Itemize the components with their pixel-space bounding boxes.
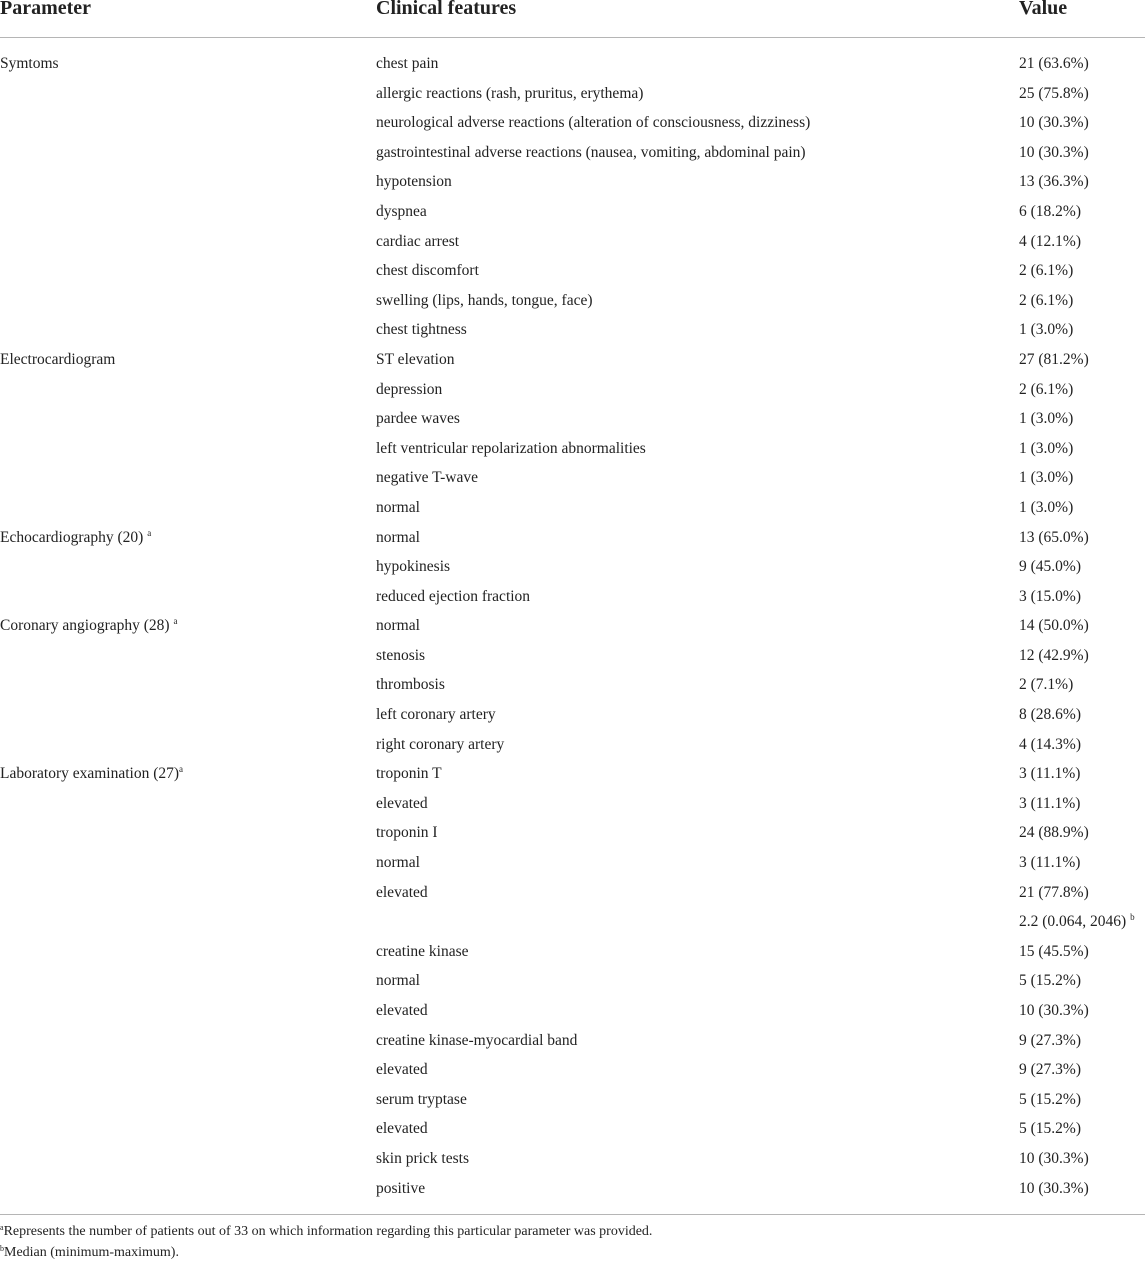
cell-clinical-feature: neurological adverse reactions (alteration of consciousness, dizziness) bbox=[376, 114, 811, 132]
footnote-a bbox=[0, 1221, 1145, 1242]
value-text: 1 (3.0%) bbox=[1019, 321, 1074, 339]
table-row bbox=[0, 345, 1145, 375]
value-text: 10 (30.3%) bbox=[1019, 1179, 1089, 1197]
table-row bbox=[0, 1114, 1145, 1144]
table-row bbox=[0, 1144, 1145, 1174]
value-text: 21 (77.8%) bbox=[1019, 883, 1089, 901]
parameter-footnote-mark: a bbox=[147, 527, 152, 538]
value-text: 25 (75.8%) bbox=[1019, 84, 1089, 102]
table-row bbox=[0, 315, 1145, 345]
value-text: 10 (30.3%) bbox=[1019, 114, 1089, 132]
parameter-text: Electrocardiogram bbox=[0, 350, 116, 368]
cell-value bbox=[1019, 907, 1135, 937]
cell-clinical-feature: elevated bbox=[376, 883, 428, 901]
table-header-row bbox=[0, 0, 1145, 24]
table-row bbox=[0, 404, 1145, 434]
cell-clinical-feature: normal bbox=[376, 498, 420, 516]
table-row bbox=[0, 937, 1145, 967]
value-text: 1 (3.0%) bbox=[1019, 410, 1074, 428]
value-text: 21 (63.6%) bbox=[1019, 55, 1089, 72]
cell-value bbox=[1019, 523, 1089, 553]
cell-clinical-feature: dyspnea bbox=[376, 202, 427, 220]
table-row bbox=[0, 878, 1145, 908]
value-text: 4 (14.3%) bbox=[1019, 735, 1081, 753]
table-row bbox=[0, 996, 1145, 1026]
cell-clinical-feature: swelling (lips, hands, tongue, face) bbox=[376, 291, 593, 309]
cell-value bbox=[1019, 1026, 1081, 1056]
cell-clinical-feature: hypokinesis bbox=[376, 558, 451, 576]
footnotes bbox=[0, 1221, 1145, 1263]
footnote-mark: b bbox=[0, 1244, 4, 1253]
cell-value bbox=[1019, 227, 1081, 257]
table-row bbox=[0, 463, 1145, 493]
value-text: 5 (15.2%) bbox=[1019, 972, 1081, 990]
value-text: 1 (3.0%) bbox=[1019, 439, 1074, 457]
cell-value bbox=[1019, 552, 1081, 582]
cell-clinical-feature: creatine kinase-myocardial band bbox=[376, 1031, 578, 1049]
table-row bbox=[0, 641, 1145, 671]
cell-value bbox=[1019, 1144, 1089, 1174]
footnote-text: Represents the number of patients out of 33 on which information regarding this particular parameter was provided. bbox=[3, 1224, 653, 1239]
cell-clinical-feature: troponin I bbox=[376, 824, 438, 842]
table-row bbox=[0, 79, 1145, 109]
value-text: 10 (30.3%) bbox=[1019, 1002, 1089, 1019]
value-text: 5 (15.2%) bbox=[1019, 1090, 1081, 1108]
cell-clinical-feature: elevated bbox=[376, 1120, 428, 1138]
cell-value bbox=[1019, 315, 1073, 345]
table-row bbox=[0, 256, 1145, 286]
table-row bbox=[0, 49, 1145, 79]
table-row bbox=[0, 493, 1145, 523]
cell-clinical-feature: elevated bbox=[376, 794, 428, 812]
cell-value bbox=[1019, 138, 1089, 168]
table-row bbox=[0, 523, 1145, 553]
cell-clinical-feature: thrombosis bbox=[376, 676, 445, 694]
value-text: 9 (27.3%) bbox=[1019, 1061, 1081, 1079]
cell-clinical-feature: ST elevation bbox=[376, 350, 455, 368]
value-text: 2 (7.1%) bbox=[1019, 676, 1074, 694]
cell-clinical-feature: positive bbox=[376, 1179, 426, 1197]
table-row bbox=[0, 167, 1145, 197]
value-text: 14 (50.0%) bbox=[1019, 617, 1089, 635]
cell-value bbox=[1019, 79, 1089, 109]
cell-parameter bbox=[0, 611, 177, 641]
table-row bbox=[0, 670, 1145, 700]
value-text: 3 (11.1%) bbox=[1019, 854, 1081, 872]
cell-value bbox=[1019, 108, 1089, 138]
cell-value bbox=[1019, 818, 1089, 848]
footnote-b bbox=[0, 1242, 1145, 1263]
table-row bbox=[0, 1085, 1145, 1115]
cell-value bbox=[1019, 789, 1080, 819]
parameter-text: Symtoms bbox=[0, 55, 59, 72]
value-text: 2.2 (0.064, 2046) bbox=[1019, 913, 1131, 931]
cell-clinical-feature: normal bbox=[376, 528, 420, 546]
cell-value bbox=[1019, 670, 1073, 700]
cell-clinical-feature: chest tightness bbox=[376, 321, 467, 339]
cell-clinical-feature: reduced ejection fraction bbox=[376, 587, 531, 605]
cell-value bbox=[1019, 345, 1089, 375]
cell-value bbox=[1019, 966, 1081, 996]
footnote-mark: a bbox=[0, 1223, 4, 1232]
table-row bbox=[0, 1026, 1145, 1056]
table-row bbox=[0, 197, 1145, 227]
cell-clinical-feature: left ventricular repolarization abnormalities bbox=[376, 439, 646, 457]
value-text: 8 (28.6%) bbox=[1019, 706, 1081, 724]
table-row bbox=[0, 582, 1145, 612]
cell-clinical-feature: cardiac arrest bbox=[376, 232, 460, 250]
value-text: 10 (30.3%) bbox=[1019, 143, 1089, 161]
cell-clinical-feature: depression bbox=[376, 380, 443, 398]
cell-clinical-feature: allergic reactions (rash, pruritus, erythema) bbox=[376, 84, 644, 102]
value-text: 13 (36.3%) bbox=[1019, 173, 1089, 191]
value-text: 3 (11.1%) bbox=[1019, 794, 1081, 812]
cell-value bbox=[1019, 1174, 1089, 1204]
cell-clinical-feature: serum tryptase bbox=[376, 1090, 467, 1108]
value-text: 4 (12.1%) bbox=[1019, 232, 1081, 250]
cell-value bbox=[1019, 759, 1080, 789]
value-text: 12 (42.9%) bbox=[1019, 646, 1089, 664]
parameter-footnote-mark: a bbox=[179, 764, 184, 775]
header-rule bbox=[0, 37, 1145, 38]
cell-parameter bbox=[0, 49, 59, 79]
cell-value bbox=[1019, 641, 1089, 671]
parameter-footnote-mark: a bbox=[173, 616, 178, 627]
table-row bbox=[0, 108, 1145, 138]
value-text: 1 (3.0%) bbox=[1019, 469, 1074, 487]
cell-clinical-feature: chest pain bbox=[376, 55, 439, 72]
cell-value bbox=[1019, 700, 1081, 730]
table-row bbox=[0, 434, 1145, 464]
table-row bbox=[0, 1055, 1145, 1085]
cell-value bbox=[1019, 996, 1089, 1026]
cell-value bbox=[1019, 197, 1081, 227]
cell-clinical-feature: negative T-wave bbox=[376, 469, 479, 487]
header-clinical-features: Clinical features bbox=[376, 0, 517, 19]
cell-value bbox=[1019, 582, 1081, 612]
cell-value bbox=[1019, 167, 1089, 197]
cell-value bbox=[1019, 434, 1073, 464]
cell-clinical-feature: elevated bbox=[376, 1061, 428, 1079]
cell-clinical-feature: normal bbox=[376, 972, 420, 990]
table-row bbox=[0, 818, 1145, 848]
cell-clinical-feature: chest discomfort bbox=[376, 262, 479, 280]
table-row bbox=[0, 227, 1145, 257]
header-parameter: Parameter bbox=[0, 0, 92, 19]
cell-clinical-feature: gastrointestinal adverse reactions (nausea, vomiting, abdominal pain) bbox=[376, 143, 806, 161]
value-text: 1 (3.0%) bbox=[1019, 498, 1074, 516]
value-text: 27 (81.2%) bbox=[1019, 350, 1089, 368]
cell-value bbox=[1019, 937, 1089, 967]
cell-clinical-feature: troponin T bbox=[376, 765, 442, 783]
cell-value bbox=[1019, 256, 1073, 286]
table-row bbox=[0, 759, 1145, 789]
cell-clinical-feature: hypotension bbox=[376, 173, 452, 191]
table-row bbox=[0, 789, 1145, 819]
value-text: 6 (18.2%) bbox=[1019, 202, 1081, 220]
value-footnote-mark: b bbox=[1130, 912, 1135, 923]
cell-parameter bbox=[0, 523, 151, 553]
cell-clinical-feature: elevated bbox=[376, 1002, 428, 1019]
value-text: 3 (11.1%) bbox=[1019, 765, 1081, 783]
table-row bbox=[0, 286, 1145, 316]
value-text: 2 (6.1%) bbox=[1019, 291, 1074, 309]
value-text: 9 (27.3%) bbox=[1019, 1031, 1081, 1049]
cell-value bbox=[1019, 49, 1089, 79]
cell-clinical-feature: right coronary artery bbox=[376, 735, 505, 753]
value-text: 9 (45.0%) bbox=[1019, 558, 1081, 576]
cell-clinical-feature: creatine kinase bbox=[376, 942, 469, 960]
cell-clinical-feature: left coronary artery bbox=[376, 706, 496, 724]
value-text: 5 (15.2%) bbox=[1019, 1120, 1081, 1138]
value-text: 10 (30.3%) bbox=[1019, 1149, 1089, 1167]
value-text: 2 (6.1%) bbox=[1019, 262, 1074, 280]
value-text: 3 (15.0%) bbox=[1019, 587, 1081, 605]
parameter-text: Coronary angiography (28) bbox=[0, 617, 174, 635]
cell-clinical-feature: pardee waves bbox=[376, 410, 460, 428]
table-row bbox=[0, 848, 1145, 878]
cell-clinical-feature: skin prick tests bbox=[376, 1149, 469, 1167]
cell-value bbox=[1019, 1055, 1081, 1085]
parameter-text: Laboratory examination (27) bbox=[0, 765, 180, 783]
table-row bbox=[0, 375, 1145, 405]
cell-parameter bbox=[0, 759, 183, 789]
value-text: 2 (6.1%) bbox=[1019, 380, 1074, 398]
table-row bbox=[0, 552, 1145, 582]
footnote-text: Median (minimum-maximum). bbox=[4, 1245, 179, 1260]
table-body bbox=[0, 49, 1145, 1203]
table-row bbox=[0, 966, 1145, 996]
table-row bbox=[0, 907, 1145, 937]
value-text: 24 (88.9%) bbox=[1019, 824, 1089, 842]
cell-value bbox=[1019, 286, 1073, 316]
cell-value bbox=[1019, 848, 1080, 878]
cell-value bbox=[1019, 730, 1081, 760]
cell-value bbox=[1019, 463, 1073, 493]
table-row bbox=[0, 700, 1145, 730]
cell-clinical-feature: normal bbox=[376, 854, 420, 872]
cell-value bbox=[1019, 611, 1089, 641]
cell-value bbox=[1019, 493, 1073, 523]
cell-value bbox=[1019, 1085, 1081, 1115]
value-text: 13 (65.0%) bbox=[1019, 528, 1089, 546]
cell-value bbox=[1019, 878, 1089, 908]
table-row bbox=[0, 1174, 1145, 1204]
cell-value bbox=[1019, 1114, 1081, 1144]
table-row bbox=[0, 730, 1145, 760]
cell-clinical-feature: stenosis bbox=[376, 646, 426, 664]
table-bottom-rule bbox=[0, 1214, 1145, 1215]
value-text: 15 (45.5%) bbox=[1019, 942, 1089, 960]
cell-value bbox=[1019, 375, 1073, 405]
parameter-text: Echocardiography (20) bbox=[0, 528, 148, 546]
cell-value bbox=[1019, 404, 1073, 434]
cell-parameter bbox=[0, 345, 115, 375]
table-row bbox=[0, 611, 1145, 641]
cell-clinical-feature: normal bbox=[376, 617, 420, 635]
header-value: Value bbox=[1019, 0, 1068, 19]
table-row bbox=[0, 138, 1145, 168]
